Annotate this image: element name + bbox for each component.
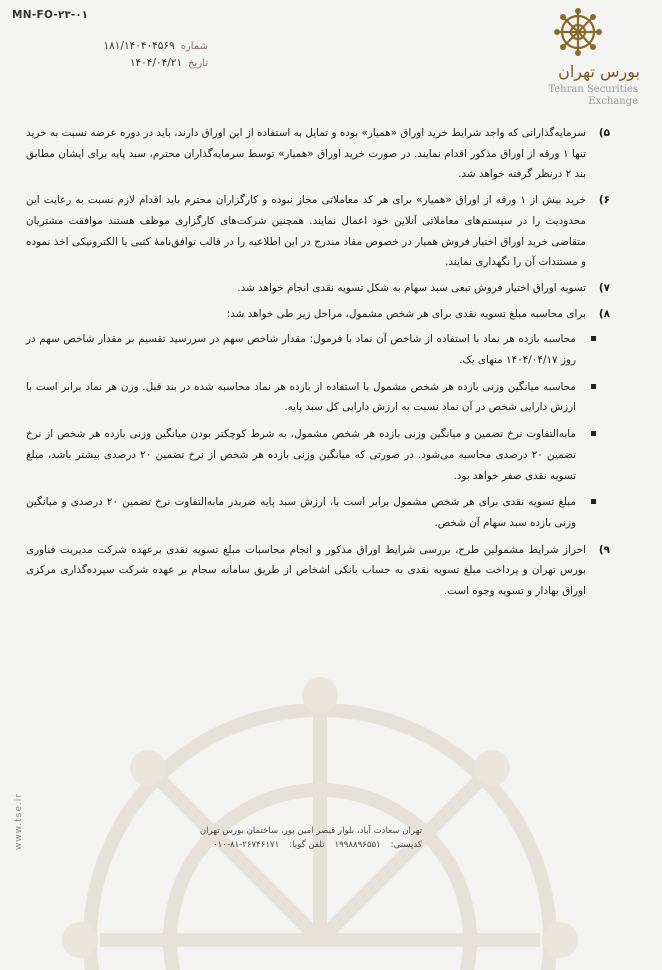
calculation-step — [26, 329, 610, 370]
letter-footer — [182, 824, 422, 852]
watermark-emblem — [20, 640, 620, 970]
clause-text: خرید بیش از ۱ ورقه از اوراق «همیار» برای هر کد معاملاتی مجاز نبوده و کارگزاران محترم باید اقدام لازم نسبت به رعایت این محدودیت را در سیستم‌های معاملاتی آنلاین خود اعمال نمایند. همچنین شرکت‌های کارگزاری موظف هستند موافقت مشتریان متقاضی خرید اوراق اختیار فروش همیار در خصوص مفاد مندرج در این اطلاعیه را در قالب توافق‌نامهٔ کتبی یا الکترونیکی اخذ نموده و مستندات آن را نگهداری نمایند. — [26, 194, 586, 269]
footer-contacts — [182, 838, 422, 852]
logo-name-fa: بورس تهران — [558, 62, 640, 81]
logo-name-en — [514, 84, 638, 108]
letter-number-row — [28, 38, 208, 55]
exchange-logo — [516, 8, 640, 118]
step-text: مبلغ تسویه نقدی برای هر شخص مشمول برابر است با، ارزش سبد پایه ضربدر مابه‌التفاوت نرخ تضمین ۲۰ درصدی و میانگین وزنی بازده سبد سهام آن شخص. — [26, 496, 576, 529]
step-text: مابه‌التفاوت نرخ تضمین و میانگین وزنی بازده هر شخص مشمول، به شرط کوچکتر بودن میانگین وزنی بازده هر شخص از نرخ تضمین ۲۰ درصدی محاسبه می‌شود. در صورتی که میانگین وزنی بازده هر شخص از نرخ تضمین ۲۰ درصدی بیشتر باشد، مبلغ تسویه نقدی صفر خواهد بود. — [26, 428, 576, 482]
postal-code-label: کدپستی: — [390, 840, 422, 850]
letter-body — [26, 123, 610, 607]
clause-text: سرمایه‌گذارانی که واجد شرایط خرید اوراق «همیار» بوده و تمایل به استفاده از این اوراق دارند، باید در دوره عرضه نسبت به خرید تنها ۱ ورقه از اوراق مذکور اقدام نمایند. در صورت خرید اوراق «همیار» توسط سرمایه‌گذاران محترم، سبد پایه برای ایشان مطابق بند ۲ درنظر گرفته خواهد شد. — [26, 127, 586, 181]
clause-number: ۷) — [598, 281, 610, 294]
letter-meta — [28, 38, 208, 72]
exchange-emblem-icon — [554, 8, 602, 58]
calculation-step — [26, 492, 610, 533]
calculation-steps — [26, 329, 610, 533]
clause-8 — [26, 304, 610, 325]
clause-number: ۶) — [598, 194, 610, 207]
bullet-icon — [591, 499, 596, 504]
number-label: شماره — [180, 41, 208, 52]
bullet-icon — [591, 336, 596, 341]
bullet-icon — [591, 384, 596, 389]
clause-6 — [26, 190, 610, 273]
logo-name-en-line1: Tehran Securities — [548, 84, 638, 95]
clause-5 — [26, 123, 610, 185]
postal-code: ۱۹۹۸۸۹۶۵۵۱ — [334, 840, 381, 850]
clause-number: ۵) — [598, 127, 610, 139]
letter-number: ۱۸۱/۱۴۰۴۰۴۵۶۹ — [103, 40, 175, 52]
clause-number: ۸) — [598, 307, 610, 320]
clause-text: تسویه اوراق اختیار فروش تبعی سبد سهام به شکل تسویه نقدی انجام خواهد شد. — [237, 281, 586, 294]
phone-label: تلفن گویا: — [289, 840, 325, 850]
clause-text: برای محاسبه مبلغ تسویه نقدی برای هر شخص مشمول، مراحل زیر طی خواهد شد: — [226, 307, 586, 320]
step-text: محاسبه میانگین وزنی بازده هر شخص مشمول با استفاده از بازده هر نماد محاسبه شده در بند قبل. وزن هر نماد برابر است با ارزش دارایی شخص در آن نماد نسبت به ارزش دارایی کل سبد پایه. — [26, 380, 576, 414]
clause-7 — [26, 278, 610, 299]
bullet-icon — [591, 431, 596, 436]
calculation-step — [26, 377, 610, 418]
document-code: MN-FO-۲۳-۰۱ — [12, 9, 89, 21]
footer-address: تهران سعادت آباد، بلوار قیصر امین پور، ساختمان بورس تهران — [199, 826, 422, 836]
logo-name-en-line2: Exchange — [588, 96, 638, 107]
clause-9 — [26, 540, 610, 602]
letter-date: ۱۴۰۴/۰۴/۲۱ — [129, 57, 183, 69]
website-url: www.tse.ir — [14, 793, 24, 850]
date-label: تاریخ — [188, 58, 208, 69]
clause-number: ۹) — [598, 543, 610, 556]
phone-number: ۰۱۰-۸۱-۲۶۷۴۶۱۷۱ — [213, 840, 280, 850]
calculation-step — [26, 424, 610, 486]
clause-text: احراز شرایط مشمولین طرح، بررسی شرایط اوراق مذکور و انجام محاسبات مبلغ تسویه نقدی برعهده شرکت مدیریت فناوری بورس تهران و پرداخت مبلغ تسویه نقدی به حساب بانکی اشخاص از طریق سامانه سجام بر عهده شرکت سپرده‌گذاری مرکزی اوراق بهادار و تسویه وجوه است. — [26, 543, 586, 598]
letter-date-row — [28, 55, 208, 72]
step-text: محاسبه بازده هر نماد با استفاده از شاخص آن نماد با فرمول: مقدار شاخص سهم در سررسید تقسیم بر مقدار شاخص سهم در روز ۱۴۰۴/۰۴/۱۷ منهای یک. — [26, 333, 576, 367]
